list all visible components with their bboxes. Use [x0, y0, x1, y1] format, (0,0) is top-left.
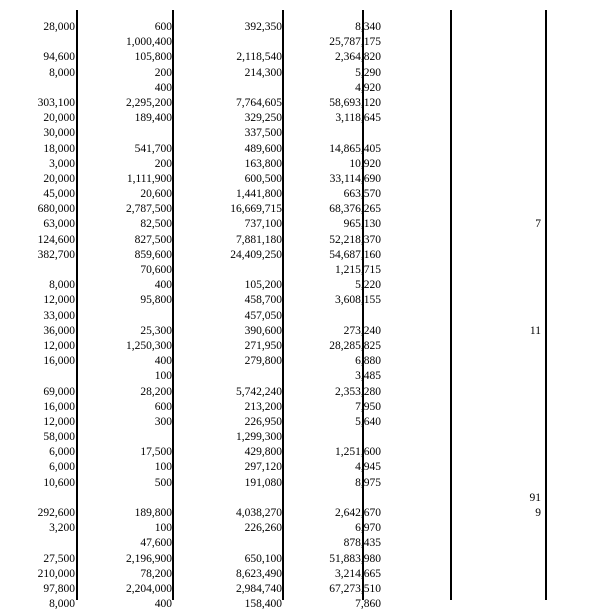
- table-cell: 3,214,665: [335, 567, 381, 580]
- table-cell: 5,742,240: [236, 385, 282, 398]
- table-cell: 11: [529, 324, 541, 337]
- table-cell: 1,251,600: [335, 446, 381, 459]
- table-cell: 337,500: [244, 127, 282, 140]
- table-cell: 279,800: [244, 355, 282, 368]
- table-row: [0, 50, 600, 65]
- table-cell: [75, 309, 172, 324]
- table-cell: 2,984,740: [236, 582, 282, 595]
- table-cell: 51,883,980: [329, 552, 381, 565]
- table-cell: [381, 415, 541, 430]
- table-cell: 297,120: [244, 461, 282, 474]
- table-cell: [381, 96, 541, 111]
- table-cell: 82,500: [140, 218, 172, 231]
- table-cell: [282, 491, 381, 506]
- table-cell: 489,600: [244, 142, 282, 155]
- table-cell: 7,950: [355, 400, 381, 413]
- table-row: [0, 248, 600, 263]
- table-cell: [381, 369, 541, 384]
- table-cell: 3,485: [355, 370, 381, 383]
- table-cell: 100: [154, 370, 172, 383]
- table-cell: [75, 491, 172, 506]
- table-cell: 94,600: [43, 51, 75, 64]
- table-cell: 663,570: [343, 188, 381, 201]
- table-cell: 600: [154, 21, 172, 33]
- table-cell: [381, 400, 541, 415]
- table-cell: 14,865,405: [329, 142, 381, 155]
- table-row: [0, 415, 600, 430]
- table-cell: [282, 309, 381, 324]
- table-cell: [381, 536, 541, 551]
- table-cell: 429,800: [244, 446, 282, 459]
- table-cell: 2,295,200: [126, 96, 172, 109]
- table-cell: 2,118,540: [236, 51, 282, 64]
- table-cell: 8,000: [49, 279, 75, 292]
- table-cell: [381, 126, 541, 141]
- table-row: [0, 157, 600, 172]
- table-row: [0, 278, 600, 293]
- table-cell: 541,700: [134, 142, 172, 155]
- table-cell: [0, 263, 75, 278]
- table-cell: 7: [535, 218, 541, 231]
- table-cell: 3,608,155: [335, 294, 381, 307]
- table-cell: 4,920: [355, 81, 381, 94]
- table-row: [0, 293, 600, 308]
- table-cell: 2,787,500: [126, 203, 172, 216]
- table-row: [0, 66, 600, 81]
- table-cell: 8,000: [49, 598, 75, 611]
- table-cell: 52,218,370: [329, 233, 381, 246]
- table-cell: 100: [154, 461, 172, 474]
- table-cell: 18,000: [43, 142, 75, 155]
- table-row: [0, 81, 600, 96]
- table-cell: 33,114,690: [329, 172, 381, 185]
- table-cell: [381, 309, 541, 324]
- table-cell: [381, 20, 541, 35]
- table-row: [0, 597, 600, 612]
- table-cell: 400: [154, 279, 172, 292]
- table-cell: 271,950: [244, 339, 282, 352]
- table-row: [0, 369, 600, 384]
- table-row: [0, 567, 600, 582]
- table-cell: 382,700: [37, 248, 75, 261]
- table-cell: 191,080: [244, 476, 282, 489]
- table-cell: 158,400: [244, 598, 282, 611]
- table-cell: [172, 35, 282, 50]
- table-cell: 8,975: [355, 476, 381, 489]
- table-cell: [381, 430, 541, 445]
- table-cell: 12,000: [43, 339, 75, 352]
- table-cell: 67,273,510: [329, 582, 381, 595]
- table-cell: [381, 263, 541, 278]
- table-cell: [381, 460, 541, 475]
- table-row: [0, 309, 600, 324]
- table-cell: 680,000: [37, 203, 75, 216]
- table-row: [0, 96, 600, 111]
- table-cell: 8,340: [355, 21, 381, 33]
- table-cell: [381, 521, 541, 536]
- table-cell: 33,000: [43, 309, 75, 322]
- table-row: [0, 111, 600, 126]
- table-cell: 10,600: [43, 476, 75, 489]
- table-cell: 3,200: [49, 522, 75, 535]
- table-cell: 63,000: [43, 218, 75, 231]
- table-cell: 69,000: [43, 385, 75, 398]
- table-cell: 4,945: [355, 461, 381, 474]
- table-cell: 400: [154, 81, 172, 94]
- table-cell: [172, 263, 282, 278]
- table-cell: [172, 81, 282, 96]
- table-cell: 17,500: [140, 446, 172, 459]
- table-cell: 458,700: [244, 294, 282, 307]
- table-row: [0, 460, 600, 475]
- table-cell: 97,800: [43, 582, 75, 595]
- table-cell: 200: [154, 157, 172, 170]
- table-cell: 45,000: [43, 188, 75, 201]
- table-cell: 16,669,715: [230, 203, 282, 216]
- table-cell: 226,950: [244, 415, 282, 428]
- table-cell: 28,200: [140, 385, 172, 398]
- table-row: [0, 385, 600, 400]
- table-cell: [0, 536, 75, 551]
- table-cell: 7,764,605: [236, 96, 282, 109]
- figures-table: [0, 20, 600, 612]
- table-row: [0, 35, 600, 50]
- table-row: [0, 491, 600, 506]
- table-cell: [381, 339, 541, 354]
- table-cell: 8,000: [49, 66, 75, 79]
- table-cell: 95,800: [140, 294, 172, 307]
- table-cell: [381, 597, 541, 612]
- table-cell: 859,600: [134, 248, 172, 261]
- table-cell: 650,100: [244, 552, 282, 565]
- table-cell: 105,200: [244, 279, 282, 292]
- table-cell: [381, 157, 541, 172]
- table-row: [0, 430, 600, 445]
- table-cell: 124,600: [37, 233, 75, 246]
- table-cell: 12,000: [43, 415, 75, 428]
- table-row: [0, 20, 600, 35]
- table-cell: 105,800: [134, 51, 172, 64]
- table-row: [0, 187, 600, 202]
- table-cell: [172, 536, 282, 551]
- table-cell: [381, 248, 541, 263]
- table-cell: 163,800: [244, 157, 282, 170]
- table-cell: 8,623,490: [236, 567, 282, 580]
- table-row: [0, 552, 600, 567]
- table-cell: [381, 35, 541, 50]
- table-cell: 1,215,715: [335, 264, 381, 276]
- table-cell: 600: [154, 400, 172, 413]
- table-cell: 58,693,120: [329, 96, 381, 109]
- table-cell: [381, 81, 541, 96]
- table-cell: 2,353,280: [335, 385, 381, 398]
- table-cell: 189,800: [134, 507, 172, 519]
- table-cell: 10,920: [349, 157, 381, 170]
- table-cell: [381, 111, 541, 126]
- table-cell: 213,200: [244, 400, 282, 413]
- table-row: [0, 324, 600, 339]
- table-cell: 2,642,670: [335, 507, 381, 519]
- table-cell: 16,000: [43, 355, 75, 368]
- table-cell: [381, 293, 541, 308]
- table-cell: 91: [529, 491, 541, 504]
- table-cell: 329,250: [244, 112, 282, 125]
- table-cell: [381, 202, 541, 217]
- table-cell: [172, 369, 282, 384]
- table-row: [0, 142, 600, 157]
- table-cell: [381, 476, 541, 491]
- table-cell: 20,000: [43, 172, 75, 185]
- table-cell: 500: [154, 476, 172, 489]
- table-cell: [75, 430, 172, 445]
- table-cell: 4,038,270: [236, 507, 282, 519]
- table-cell: [381, 233, 541, 248]
- table-cell: 400: [154, 598, 172, 611]
- table-cell: 2,204,000: [126, 582, 172, 595]
- table-cell: 214,300: [244, 66, 282, 79]
- table-cell: 457,050: [244, 309, 282, 322]
- table-cell: 300: [154, 415, 172, 428]
- table-cell: [381, 278, 541, 293]
- table-cell: 878,435: [343, 537, 381, 550]
- table-cell: 200: [154, 66, 172, 79]
- table-cell: [381, 142, 541, 157]
- table-cell: [381, 552, 541, 567]
- table-cell: 400: [154, 355, 172, 368]
- table-cell: 600,500: [244, 172, 282, 185]
- table-cell: 20,000: [43, 112, 75, 125]
- table-row: [0, 506, 600, 521]
- table-cell: 70,600: [140, 264, 172, 276]
- table-cell: 27,500: [43, 552, 75, 565]
- table-cell: 36,000: [43, 324, 75, 337]
- table-cell: [381, 567, 541, 582]
- table-row: [0, 476, 600, 491]
- table-cell: 1,000,400: [126, 36, 172, 49]
- table-cell: [0, 491, 75, 506]
- table-row: [0, 536, 600, 551]
- table-row: [0, 354, 600, 369]
- table-cell: [0, 35, 75, 50]
- table-row: [0, 263, 600, 278]
- table-cell: 392,350: [244, 21, 282, 33]
- table-cell: [381, 445, 541, 460]
- table-row: [0, 217, 600, 232]
- table-cell: [172, 491, 282, 506]
- table-cell: 25,300: [140, 324, 172, 337]
- table-row: [0, 202, 600, 217]
- table-cell: 28,285,825: [329, 339, 381, 352]
- table-cell: 6,970: [355, 522, 381, 535]
- table-cell: 16,000: [43, 400, 75, 413]
- table-cell: [381, 50, 541, 65]
- table-cell: 47,600: [140, 537, 172, 550]
- table-cell: [381, 354, 541, 369]
- table-cell: [0, 81, 75, 96]
- table-cell: 24,409,250: [230, 248, 282, 261]
- table-cell: 2,196,900: [126, 552, 172, 565]
- table-cell: [282, 430, 381, 445]
- table-cell: [75, 126, 172, 141]
- table-row: [0, 400, 600, 415]
- table-cell: [381, 172, 541, 187]
- table-cell: [381, 385, 541, 400]
- table-cell: 3,000: [49, 157, 75, 170]
- table-row: [0, 445, 600, 460]
- table-cell: [381, 582, 541, 597]
- table-cell: 1,299,300: [236, 431, 282, 444]
- table-cell: 12,000: [43, 294, 75, 307]
- table-cell: 7,860: [355, 598, 381, 611]
- table-cell: 3,118,645: [335, 112, 381, 125]
- table-cell: 28,000: [43, 21, 75, 33]
- table-cell: [381, 187, 541, 202]
- table-cell: 2,364,820: [335, 51, 381, 64]
- table-row: [0, 339, 600, 354]
- table-cell: 54,687,160: [329, 248, 381, 261]
- table-cell: 6,880: [355, 355, 381, 368]
- table-cell: 737,100: [244, 218, 282, 231]
- table-cell: [381, 66, 541, 81]
- table-cell: 100: [154, 522, 172, 535]
- table-cell: 189,400: [134, 112, 172, 125]
- table-cell: 5,220: [355, 279, 381, 292]
- table-cell: 827,500: [134, 233, 172, 246]
- table-cell: 6,000: [49, 446, 75, 459]
- table-cell: 1,250,300: [126, 339, 172, 352]
- table-cell: 7,881,180: [236, 233, 282, 246]
- table-row: [0, 172, 600, 187]
- table-cell: 58,000: [43, 431, 75, 444]
- table-cell: 226,260: [244, 522, 282, 535]
- table-cell: 5,640: [355, 415, 381, 428]
- table-cell: 210,000: [37, 567, 75, 580]
- table-cell: 6,000: [49, 461, 75, 474]
- table-cell: 303,100: [37, 96, 75, 109]
- table-cell: 5,290: [355, 66, 381, 79]
- table-cell: [282, 126, 381, 141]
- table-cell: 1,111,900: [126, 172, 172, 185]
- table-cell: 9: [535, 507, 541, 519]
- table-cell: 292,600: [37, 507, 75, 519]
- table-cell: [0, 369, 75, 384]
- table-cell: 390,600: [244, 324, 282, 337]
- table-cell: 1,441,800: [236, 188, 282, 201]
- table-cell: 20,600: [140, 188, 172, 201]
- table-row: [0, 582, 600, 597]
- table-cell: 78,200: [140, 567, 172, 580]
- table-cell: 30,000: [43, 127, 75, 140]
- table-cell: 273,240: [343, 324, 381, 337]
- table-row: [0, 233, 600, 248]
- table-cell: 965,130: [343, 218, 381, 231]
- table-row: [0, 521, 600, 536]
- table-cell: 68,376,265: [329, 203, 381, 216]
- table-row: [0, 126, 600, 141]
- table-cell: 25,787,175: [329, 36, 381, 49]
